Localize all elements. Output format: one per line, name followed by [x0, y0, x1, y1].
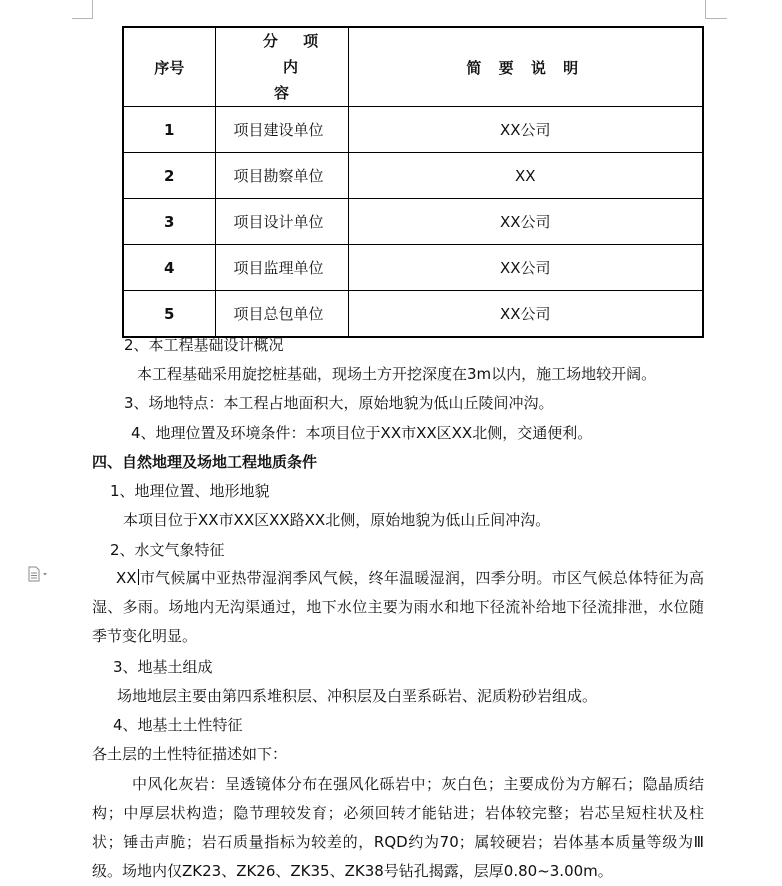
row-index: 3 [123, 199, 215, 245]
table-row [123, 245, 703, 291]
row-desc: XX公司 [348, 291, 703, 338]
header-index: 序号 [123, 27, 215, 107]
document-icon[interactable] [27, 566, 49, 582]
row-desc: XX公司 [348, 245, 703, 291]
row-item: 项目勘察单位 [215, 153, 348, 199]
subsection-4-title: 4、地基土土性特征 [113, 716, 243, 734]
subsection-2-paragraph [92, 564, 704, 651]
row-desc: XX公司 [348, 199, 703, 245]
row-item: 项目设计单位 [215, 199, 348, 245]
page-corner-mark-left-h [72, 18, 93, 19]
table-row [123, 153, 703, 199]
section-2-title: 2、本工程基础设计概况 [124, 336, 284, 354]
subsection-2-text-b: 市气候属中亚热带湿润季风气候，终年温暖湿润，四季分明。市区气候总体特征为高湿、多雨。场地内无沟渠通过，地下水位主要为雨水和地下径流补给地下径流排泄，水位随季节变化明显。 [92, 569, 704, 645]
subsection-3-title: 3、地基土组成 [113, 658, 213, 676]
subsection-1-title: 1、地理位置、地形地貌 [110, 482, 270, 500]
page-corner-mark-right-h [705, 18, 727, 19]
subsection-3-text: 场地地层主要由第四系堆积层、冲积层及白垩系砾岩、泥质粉砂岩组成。 [117, 687, 598, 705]
header-content-line2: 容 [273, 84, 289, 102]
row-item: 项目建设单位 [215, 107, 348, 153]
subsection-2-text-a: XX [116, 569, 137, 587]
header-content-line1: 分 项 内 [262, 32, 329, 76]
project-units-table [122, 26, 704, 338]
subsection-2-title: 2、水文气象特征 [110, 541, 225, 559]
header-content [215, 27, 348, 107]
section-3-text: 3、场地特点：本工程占地面积大，原始地貌为低山丘陵间冲沟。 [124, 394, 554, 412]
page-corner-mark-right-v [705, 0, 706, 18]
table-row [123, 199, 703, 245]
table-row [123, 107, 703, 153]
row-index: 4 [123, 245, 215, 291]
header-description: 简 要 说 明 [348, 27, 703, 107]
row-item: 项目监理单位 [215, 245, 348, 291]
row-index: 5 [123, 291, 215, 338]
table-header-row [123, 27, 703, 107]
page-corner-mark-left-v [92, 0, 93, 18]
chapter-4-heading: 四、自然地理及场地工程地质条件 [92, 453, 318, 471]
subsection-4-intro: 各土层的土性特征描述如下： [92, 745, 288, 763]
subsection-4-paragraph: 中风化灰岩：呈透镜体分布在强风化砾岩中；灰白色；主要成份为方解石；隐晶质结构；中厚层状构造；隐节理较发育；必须回转才能钻进；岩体较完整；岩芯呈短柱状及柱状；锤击声脆；岩石质量指标为较差的，RQD约为70；属较硬岩；岩体基本质量等级为Ⅲ级。场地内仅ZK23、ZK26、ZK35、ZK38号钻孔揭露，层厚0.80~3.00m。 [92, 775, 704, 880]
row-item: 项目总包单位 [215, 291, 348, 338]
section-4-text: 4、地理位置及环境条件：本项目位于XX市XX区XX北侧，交通便利。 [131, 424, 593, 442]
table-row [123, 291, 703, 338]
text-cursor [138, 569, 139, 585]
row-desc: XX公司 [348, 107, 703, 153]
section-2-text: 本工程基础采用旋挖桩基础，现场土方开挖深度在3m以内，施工场地较开阔。 [137, 365, 657, 383]
subsection-1-text: 本项目位于XX市XX区XX路XX北侧，原始地貌为低山丘间冲沟。 [123, 511, 551, 529]
row-index: 1 [123, 107, 215, 153]
row-index: 2 [123, 153, 215, 199]
row-desc: XX [348, 153, 703, 199]
